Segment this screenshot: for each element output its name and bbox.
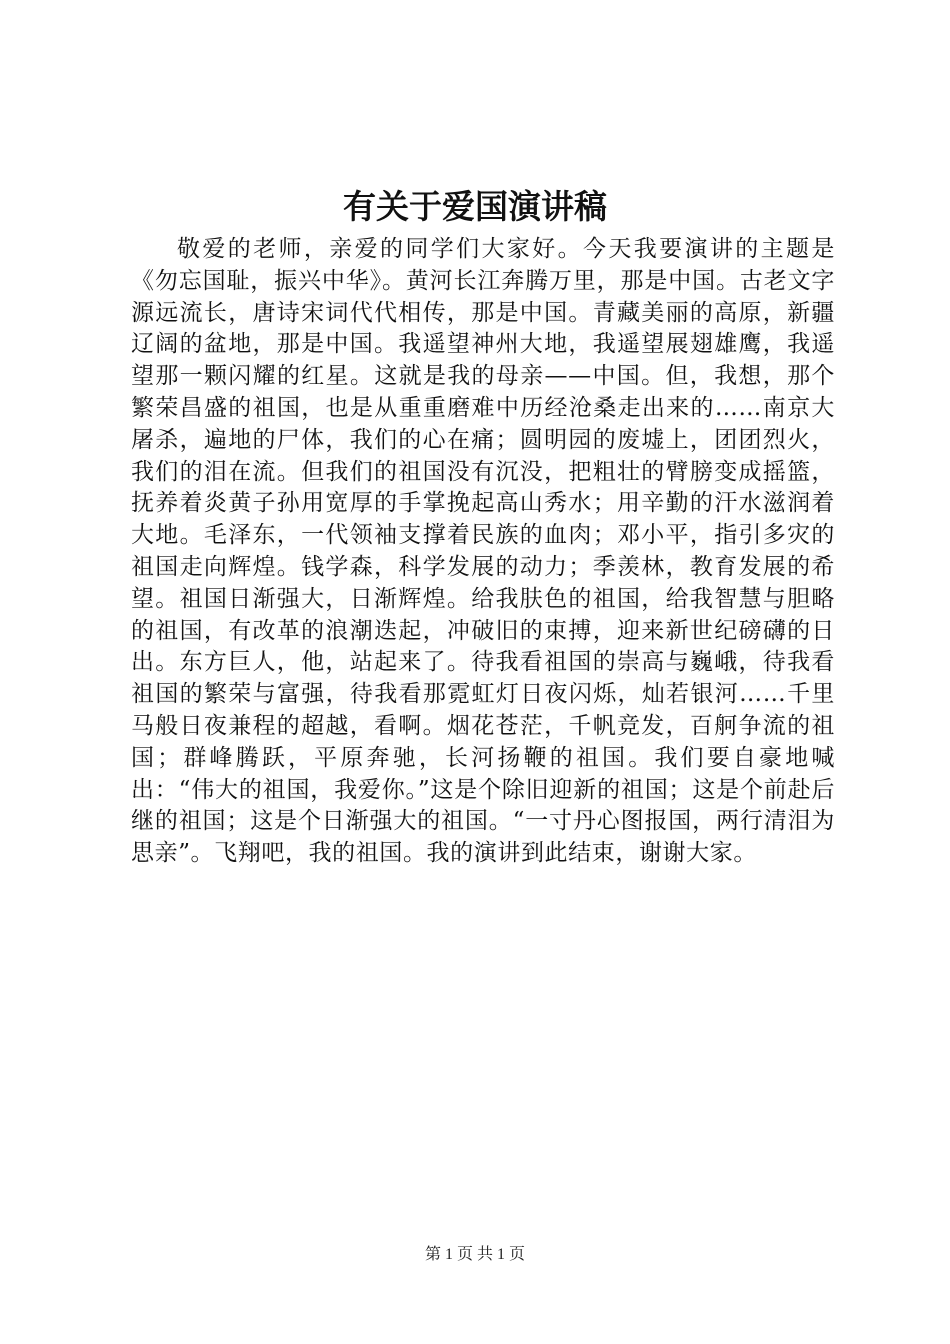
page-number-footer: 第 1 页 共 1 页 (424, 1246, 525, 1263)
document-title: 有关于爱国演讲稿 (343, 187, 607, 226)
document-body-paragraph: 敬爱的老师，亲爱的同学们大家好。今天我要演讲的主题是《勿忘国耻，振兴中华》。黄河长江奔腾万里，那是中国。古老文字源远流长，唐诗宋词代代相传，那是中国。青藏美丽的高原，新疆辽阔的盆地，那是中国。我遥望神州大地，我遥望展翅雄鹰，我遥望那一颗闪耀的红星。这就是我的母亲——中国。但，我想，那个繁荣昌盛的祖国，也是从重重磨难中历经沧桑走出来的……南京大屠杀，遍地的尸体，我们的心在痛；圆明园的废墟上，团团烈火，我们的泪在流。但我们的祖国没有沉没，把粗壮的臂膀变成摇篮，抚养着炎黄子孙用宽厚的手掌挽起高山秀水；用辛勤的汗水滋润着大地。毛泽东，一代领袖支撑着民族的血肉；邓小平，指引多灾的祖国走向辉煌。钱学森，科学发展的动力；季羡林，教育发展的希望。祖国日渐强大，日渐辉煌。给我肤色的祖国，给我智慧与胆略的祖国，有改革的浪潮迭起，冲破旧的束搏，迎来新世纪磅礴的日出。东方巨人，他，站起来了。待我看祖国的崇高与巍峨，待我看祖国的繁荣与富强，待我看那霓虹灯日夜闪烁，灿若银河……千里马般日夜兼程的超越，看啊。烟花苍茫，千帆竞发，百舸争流的祖国；群峰腾跃，平原奔驰，长河扬鞭的祖国。我们要自豪地喊出：“伟大的祖国，我爱你。”这是个除旧迎新的祖国；这是个前赴后继的祖国；这是个日渐强大的祖国。“一寸丹心图报国，两行清泪为思亲”。飞翔吧，我的祖国。我的演讲到此结束，谢谢大家。 (131, 236, 835, 867)
